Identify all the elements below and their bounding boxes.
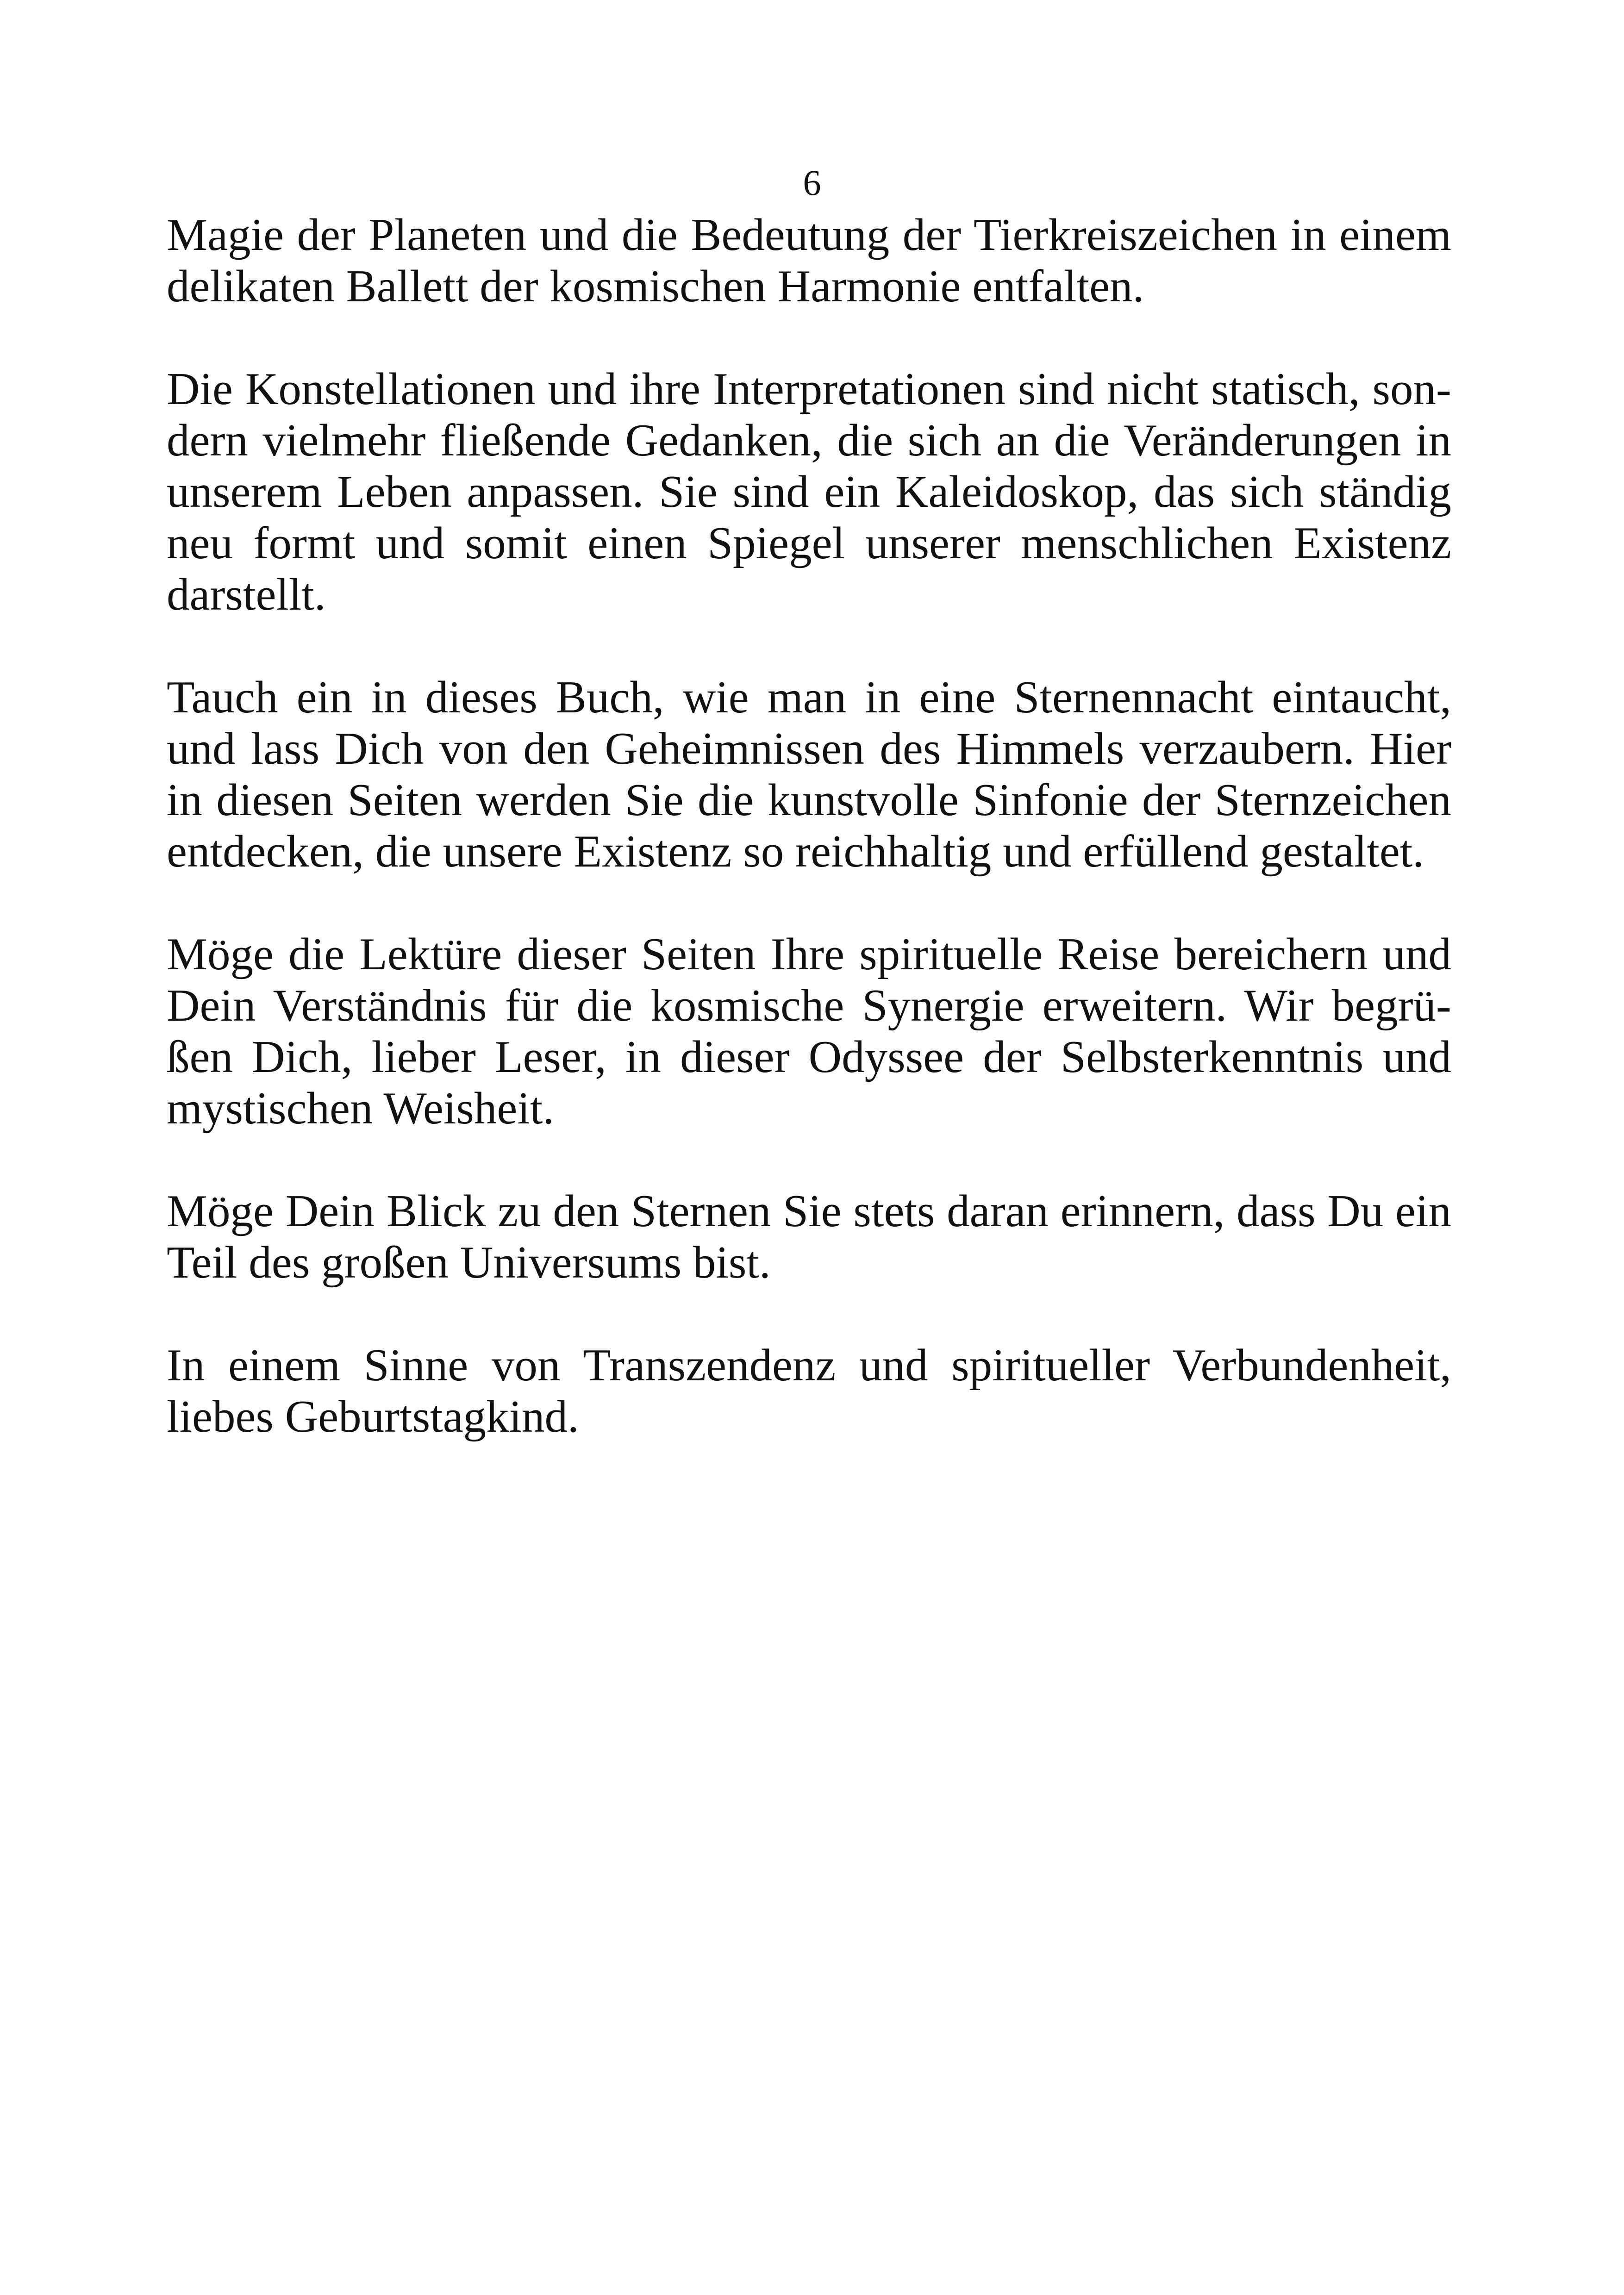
text-line: dern vielmehr fließende Gedanken, die sich an die Veränderungen in: [167, 415, 1451, 466]
text-line: delikaten Ballett der kosmischen Harmonie entfalten.: [167, 261, 1144, 312]
text-line: neu formt und somit einen Spiegel unserer menschlichen Existenz: [167, 518, 1451, 568]
paragraph: [167, 672, 1451, 877]
text-line: mystischen Weisheit.: [167, 1083, 555, 1134]
paragraph: [167, 209, 1451, 312]
text-line: ßen Dich, lieber Leser, in dieser Odyssee der Selbsterkenntnis und: [167, 1032, 1451, 1082]
paragraph-gap: [167, 1288, 1451, 1340]
text-line: Teil des großen Universums bist.: [167, 1237, 771, 1288]
paragraph: [167, 1185, 1451, 1288]
paragraph: [167, 1340, 1451, 1442]
text-line: Die Konstellationen und ihre Interpretationen sind nicht statisch, son-: [167, 364, 1451, 414]
text-line: liebes Geburtstagkind.: [167, 1391, 579, 1442]
text-line: entdecken, die unsere Existenz so reichhaltig und erfüllend gestaltet.: [167, 826, 1424, 877]
paragraph-gap: [167, 620, 1451, 672]
text-line: in diesen Seiten werden Sie die kunstvolle Sinfonie der Sternzeichen: [167, 775, 1451, 825]
paragraph: [167, 363, 1451, 620]
text-line: In einem Sinne von Transzendenz und spiritueller Verbundenheit,: [167, 1340, 1451, 1391]
text-line: Magie der Planeten und die Bedeutung der Tierkreiszeichen in einem: [167, 210, 1451, 260]
body-text: [167, 209, 1451, 1442]
paragraph-gap: [167, 1134, 1451, 1185]
text-line: Möge Dein Blick zu den Sternen Sie stets daran erinnern, dass Du ein: [167, 1186, 1451, 1236]
text-line: Dein Verständnis für die kosmische Synergie erweitern. Wir begrü-: [167, 980, 1451, 1031]
text-line: Tauch ein in dieses Buch, wie man in eine Sternennacht eintaucht,: [167, 672, 1451, 723]
page-number: 6: [803, 162, 821, 203]
paragraph-gap: [167, 312, 1451, 363]
text-line: Möge die Lektüre dieser Seiten Ihre spirituelle Reise bereichern und: [167, 929, 1451, 979]
paragraph-gap: [167, 877, 1451, 929]
text-line: unserem Leben anpassen. Sie sind ein Kaleidoskop, das sich ständig: [167, 467, 1451, 517]
paragraph: [167, 929, 1451, 1134]
text-line: darstellt.: [167, 569, 326, 620]
text-line: und lass Dich von den Geheimnissen des Himmels verzaubern. Hier: [167, 723, 1451, 774]
